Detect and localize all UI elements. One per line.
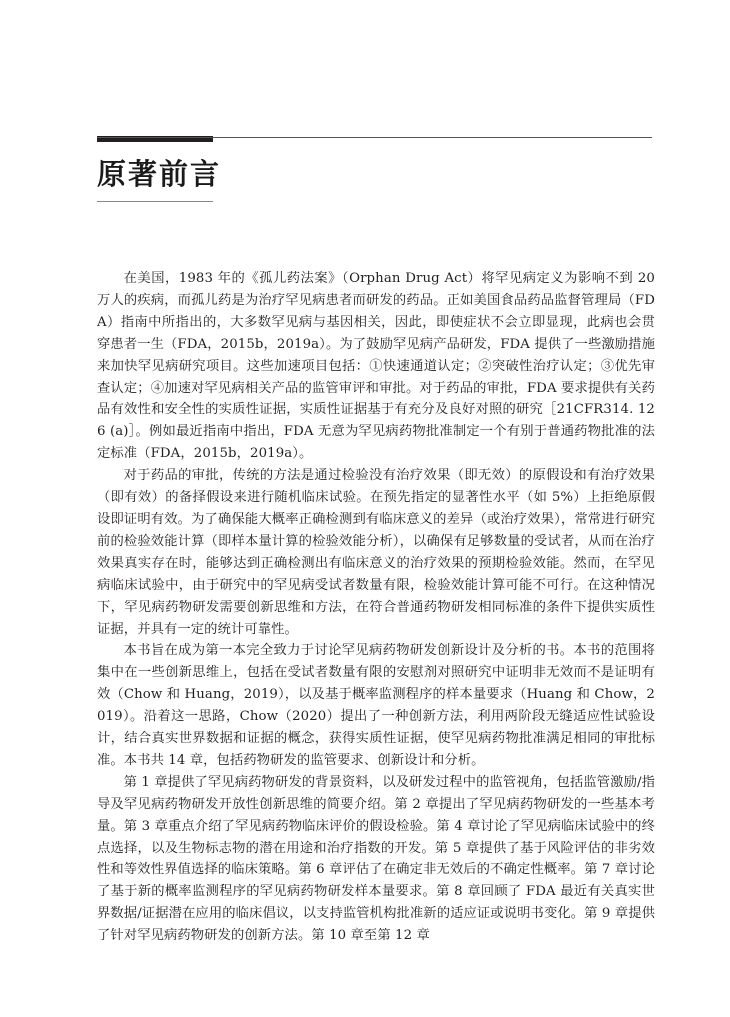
header-rule	[97, 137, 652, 138]
title-underline	[97, 201, 213, 202]
body-text	[97, 268, 655, 947]
paragraph-4: 第 1 章提供了罕见病药物研发的背景资料，以及研发过程中的监管视角，包括监管激励/指导及罕见病药物研发开放性创新思维的简要介绍。第 2 章提出了罕见病药物研发的一些基本考量。第 3 章重点介绍了罕见病药物临床评价的假设检验。第 4 章讨论了罕见病临床试验中的终点选择，以及生物标志物的潜在用途和治疗指数的开发。第 5 章提供了基于风险评估的非劣效性和等效性界值选择的临床策略。第 6 章评估了在确定非无效后的不确定性概率。第 7 章讨论了基于新的概率监测程序的罕见病药物研发样本量要求。第 8 章回顾了 FDA 最近有关真实世界数据/证据潜在应用的临床倡议，以支持监管机构批准新的适应证或说明书变化。第 9 章提供了针对罕见病药物研发的创新方法。第 10 章至第 12 章	[97, 774, 655, 944]
paragraph-2: 对于药品的审批，传统的方法是通过检验没有治疗效果（即无效）的原假设和有治疗效果（即有效）的备择假设来进行随机临床试验。在预先指定的显著性水平（如 5%）上拒绝原假设即证明有效。为了确保能大概率正确检测到有临床意义的差异（或治疗效果），常常进行研究前的检验效能计算（即样本量计算的检验效能分析），以确保有足够数量的受试者，从而在治疗效果真实存在时，能够达到正确检测出有临床意义的治疗效果的预期检验效能。然而，在罕见病临床试验中，由于研究中的罕见病受试者数量有限，检验效能计算可能不可行。在这种情况下，罕见病药物研发需要创新思维和方法，在符合普通药物研发相同标准的条件下提供实质性证据，并具有一定的统计可靠性。	[97, 468, 655, 637]
paragraph-1: 在美国，1983 年的《孤儿药法案》（Orphan Drug Act）将罕见病定义为影响不到 20 万人的疾病，而孤儿药是为治疗罕见病患者而研发的药品。正如美国食品药品监督管理局（FDA）指南中所指出的，大多数罕见病与基因相关，因此，即使症状不会立即显现，此病也会贯穿患者一生（FDA，2015b，2019a）。为了鼓励罕见病产品研发，FDA 提供了一些激励措施来加快罕见病研究项目。这些加速项目包括：①快速通道认定；②突破性治疗认定；③优先审查认定；④加速对罕见病相关产品的监管审评和审批。对于药品的审批，FDA 要求提供有关药品有效性和安全性的实质性证据，实质性证据基于有充分及良好对照的研究［21CFR314. 126 (a)］。例如最近指南中指出，FDA 无意为罕见病药物批准制定一个有别于普通药物批准的法定标准（FDA，2015b，2019a）。	[97, 271, 655, 462]
page-title: 原著前言	[97, 157, 222, 191]
paragraph-3: 本书旨在成为第一本完全致力于讨论罕见病药物研发创新设计及分析的书。本书的范围将集中在一些创新思维上，包括在受试者数量有限的安慰剂对照研究中证明非无效而不是证明有效（Chow 和 Huang，2019），以及基于概率监测程序的样本量要求（Huang 和 Chow，2019）。沿着这一思路，Chow（2020）提出了一种创新方法，利用两阶段无缝适应性试验设计，结合真实世界数据和证据的概念，获得实质性证据，使罕见病药物批准满足相同的审批标准。本书共 14 章，包括药物研发的监管要求、创新设计和分析。	[97, 643, 655, 768]
